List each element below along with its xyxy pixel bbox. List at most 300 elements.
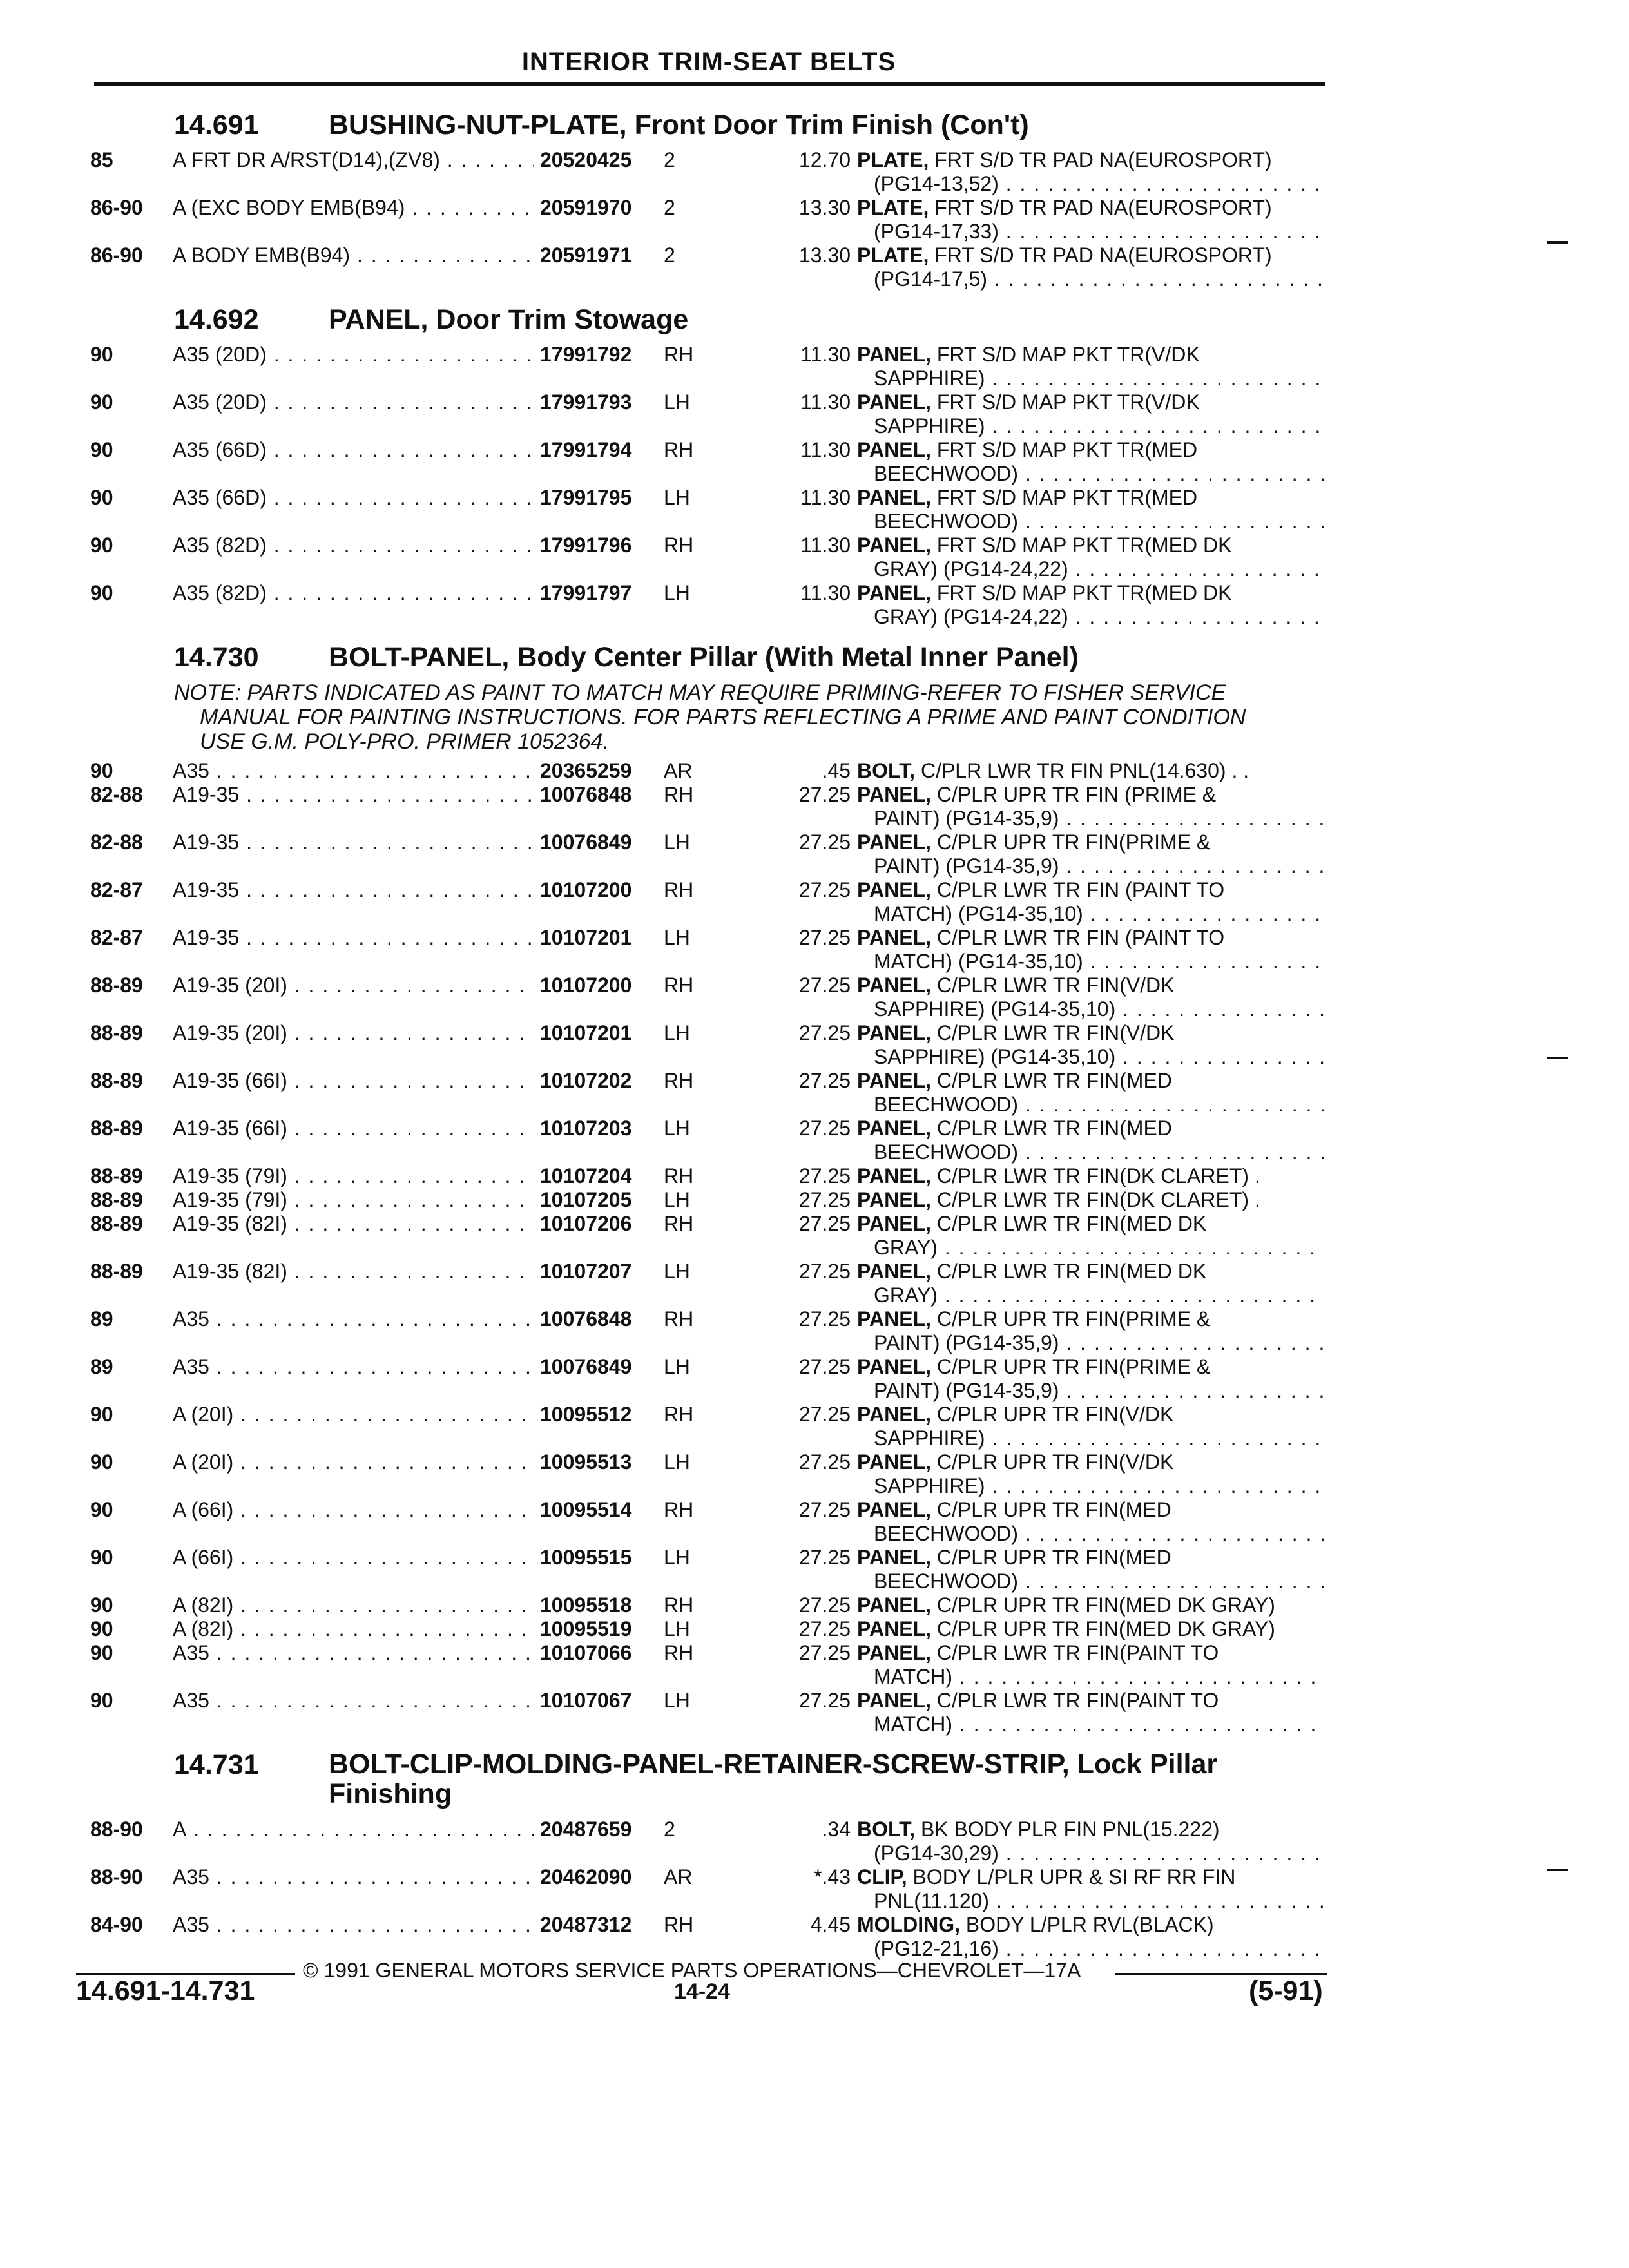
price: 27.25 (798, 1546, 851, 1569)
model-years: 84-90 (90, 1913, 143, 1936)
model-years: 82-87 (90, 926, 143, 949)
section-heading (90, 1745, 1327, 1815)
description-detail: FRT S/D MAP PKT TR(V/DK (930, 343, 1200, 366)
model-years: 86-90 (90, 196, 143, 219)
price: 27.25 (798, 1212, 851, 1235)
part-row (90, 1260, 1327, 1307)
price: 11.30 (800, 581, 851, 604)
description-noun: PLATE, (857, 244, 929, 267)
model-years: 82-87 (90, 878, 143, 901)
description-noun: PANEL, (857, 831, 931, 854)
part-number: 17991792 (535, 343, 631, 367)
application: A35 (66D) . . . (173, 438, 534, 462)
application: A (82I) . . . (173, 1593, 534, 1617)
footer-copyright: © 1991 GENERAL MOTORS SERVICE PARTS OPERATIONS—CHEVROLET—17A (303, 1959, 1081, 1982)
part-number: 10107205 (535, 1188, 631, 1212)
description-detail: C/PLR LWR TR FIN (PAINT TO (930, 878, 1225, 901)
price: 27.25 (798, 783, 851, 806)
model-years: 89 (90, 1355, 113, 1378)
description-noun: PANEL, (857, 1689, 931, 1712)
price: 27.25 (798, 1117, 851, 1140)
price: 27.25 (798, 1689, 851, 1712)
application: A19-35 (66I) . . . (173, 1069, 534, 1093)
quantity: RH (664, 1164, 694, 1187)
price: 11.30 (800, 343, 851, 366)
quantity: RH (664, 533, 694, 557)
model-years: 88-89 (90, 1212, 143, 1235)
description-continued: SAPPHIRE) . . . (874, 367, 1325, 390)
quantity: LH (664, 1617, 690, 1640)
part-number: 10107204 (535, 1164, 631, 1188)
part-row (90, 148, 1327, 196)
quantity: RH (664, 878, 694, 901)
quantity: RH (664, 1069, 694, 1092)
description (857, 581, 1327, 605)
description-detail: C/PLR LWR TR FIN(DK CLARET) . (930, 1188, 1260, 1211)
description-detail: FRT S/D MAP PKT TR(MED (930, 486, 1198, 509)
description-noun: BOLT, (857, 1818, 916, 1841)
description-detail: C/PLR LWR TR FIN(MED DK (930, 1212, 1207, 1235)
description-detail: C/PLR UPR TR FIN(V/DK (930, 1450, 1174, 1474)
description (857, 343, 1327, 367)
application: A19-35 (20I) . . . (173, 1021, 534, 1045)
description-continued: BEECHWOOD) . . . (874, 510, 1325, 533)
price: 12.70 (798, 148, 851, 171)
part-row (90, 1913, 1327, 1961)
application: A19-35 (82I) . . . (173, 1212, 534, 1236)
model-years: 82-88 (90, 831, 143, 854)
price: 27.25 (798, 878, 851, 901)
description-detail: FRT S/D MAP PKT TR(MED DK (930, 533, 1232, 557)
description (857, 1818, 1327, 1841)
description-detail: FRT S/D MAP PKT TR(MED (930, 438, 1198, 461)
quantity: 2 (664, 196, 675, 219)
application: A35 . . . (173, 1641, 534, 1665)
section-number: 14.731 (174, 1749, 259, 1780)
description (857, 438, 1327, 462)
description-detail: FRT S/D TR PAD NA(EUROSPORT) (929, 148, 1272, 171)
quantity: RH (664, 974, 694, 997)
price: 11.30 (800, 390, 851, 414)
description-detail: C/PLR LWR TR FIN(MED DK (930, 1260, 1207, 1283)
part-row (90, 343, 1327, 390)
part-number: 10095518 (535, 1593, 631, 1617)
model-years: 90 (90, 1689, 113, 1712)
part-row (90, 974, 1327, 1021)
description-continued: GRAY) . . . (874, 1283, 1325, 1307)
description-noun: PANEL, (857, 926, 931, 949)
description-noun: PANEL, (857, 1641, 931, 1664)
part-row (90, 1498, 1327, 1546)
part-number: 10107201 (535, 926, 631, 950)
description-detail: FRT S/D TR PAD NA(EUROSPORT) (929, 244, 1272, 267)
part-number: 10095519 (535, 1617, 631, 1641)
part-number: 10107207 (535, 1260, 631, 1283)
description-continued: BEECHWOOD) . . . (874, 462, 1325, 486)
part-number: 17991795 (535, 486, 631, 510)
description-continued: BEECHWOOD) . . . (874, 1093, 1325, 1117)
part-number: 10076848 (535, 783, 631, 807)
quantity: AR (664, 1865, 693, 1888)
quantity: 2 (664, 148, 675, 171)
model-years: 90 (90, 438, 113, 461)
part-number: 10076849 (535, 1355, 631, 1379)
application: A35 . . . (173, 759, 534, 783)
description (857, 1403, 1327, 1427)
price: 27.25 (798, 1021, 851, 1044)
section-heading (90, 300, 1327, 340)
description (857, 1865, 1327, 1889)
model-years: 89 (90, 1307, 113, 1331)
description-continued: PAINT) (PG14-35,9) . . . (874, 1331, 1325, 1355)
margin-mark (1547, 1869, 1568, 1871)
description-noun: MOLDING, (857, 1913, 960, 1936)
description-noun: PANEL, (857, 533, 931, 557)
price: *.43 (814, 1865, 851, 1888)
description-continued: BEECHWOOD) . . . (874, 1570, 1325, 1593)
description-noun: PANEL, (857, 1355, 931, 1378)
application: A19-35 . . . (173, 783, 534, 807)
description-detail: C/PLR UPR TR FIN(V/DK (930, 1403, 1174, 1426)
description-noun: PANEL, (857, 1450, 931, 1474)
description-detail: C/PLR UPR TR FIN (PRIME & (930, 783, 1217, 806)
description-noun: BOLT, (857, 759, 916, 782)
description-detail: C/PLR UPR TR FIN(MED (930, 1546, 1171, 1569)
model-years: 90 (90, 343, 113, 366)
part-row (90, 1593, 1327, 1617)
price: 27.25 (798, 1641, 851, 1664)
price: 27.25 (798, 1260, 851, 1283)
part-row (90, 1212, 1327, 1260)
price: 13.30 (798, 244, 851, 267)
part-number: 20462090 (535, 1865, 631, 1889)
price: .45 (822, 759, 851, 782)
application: A35 (20D) . . . (173, 390, 534, 414)
description (857, 1212, 1327, 1236)
description-noun: PANEL, (857, 581, 931, 604)
application: A (EXC BODY EMB(B94) . . . (173, 196, 534, 220)
price: 13.30 (798, 196, 851, 219)
part-number: 10107066 (535, 1641, 631, 1665)
quantity: LH (664, 1117, 690, 1140)
application: A35 (82D) . . . (173, 533, 534, 557)
description-continued: SAPPHIRE) . . . (874, 1427, 1325, 1450)
description (857, 1164, 1327, 1188)
description-detail: BODY L/PLR RVL(BLACK) (959, 1913, 1214, 1936)
description-noun: PANEL, (857, 1164, 931, 1187)
description-continued: SAPPHIRE) . . . (874, 1474, 1325, 1498)
description-continued: MATCH) . . . (874, 1713, 1325, 1736)
description-continued: MATCH) . . . (874, 1665, 1325, 1689)
footer-page-number: 14-24 (674, 1979, 730, 2004)
description-noun: PANEL, (857, 1188, 931, 1211)
description-detail: C/PLR LWR TR FIN(MED (930, 1117, 1172, 1140)
price: 27.25 (798, 1188, 851, 1211)
quantity: LH (664, 1450, 690, 1474)
application: A (82I) . . . (173, 1617, 534, 1641)
description-detail: BK BODY PLR FIN PNL(15.222) (915, 1818, 1220, 1841)
description-continued: (PG14-17,33) . . . (874, 220, 1325, 244)
description-detail: C/PLR LWR TR FIN(V/DK (930, 1021, 1175, 1044)
quantity: RH (664, 343, 694, 366)
description (857, 486, 1327, 510)
description-continued: (PG14-13,52) . . . (874, 172, 1325, 196)
model-years: 90 (90, 390, 113, 414)
model-years: 85 (90, 148, 113, 171)
price: 27.25 (798, 1498, 851, 1521)
part-number: 10076848 (535, 1307, 631, 1331)
application: A35 (82D) . . . (173, 581, 534, 605)
price: 27.25 (798, 1403, 851, 1426)
application: A19-35 . . . (173, 878, 534, 902)
part-row (90, 926, 1327, 974)
footer-section-range: 14.691-14.731 (76, 1975, 255, 2006)
description-detail: C/PLR LWR TR FIN(V/DK (930, 974, 1175, 997)
description-noun: PANEL, (857, 1069, 931, 1092)
part-number: 20591971 (535, 244, 631, 267)
model-years: 86-90 (90, 244, 143, 267)
model-years: 88-89 (90, 1021, 143, 1044)
description (857, 783, 1327, 807)
quantity: RH (664, 1403, 694, 1426)
description-detail: C/PLR UPR TR FIN(MED DK GRAY) (930, 1593, 1275, 1617)
description-noun: PANEL, (857, 1117, 931, 1140)
description-detail: C/PLR LWR TR FIN (PAINT TO (930, 926, 1225, 949)
section-title: BOLT-PANEL, Body Center Pillar (With Metal Inner Panel) (329, 642, 1079, 673)
description-continued: GRAY) (PG14-24,22) . . . (874, 557, 1325, 581)
description-noun: PLATE, (857, 148, 929, 171)
part-row (90, 878, 1327, 926)
description (857, 1188, 1327, 1212)
description (857, 196, 1327, 220)
model-years: 88-89 (90, 1069, 143, 1092)
part-number: 17991793 (535, 390, 631, 414)
model-years: 88-89 (90, 1260, 143, 1283)
description (857, 1913, 1327, 1937)
quantity: 2 (664, 244, 675, 267)
quantity: LH (664, 926, 690, 949)
model-years: 88-89 (90, 1117, 143, 1140)
quantity: LH (664, 1546, 690, 1569)
description-noun: PANEL, (857, 1021, 931, 1044)
description (857, 759, 1327, 783)
part-number: 20487312 (535, 1913, 631, 1937)
model-years: 90 (90, 1641, 113, 1664)
description (857, 533, 1327, 557)
description-detail: C/PLR UPR TR FIN(MED DK GRAY) (930, 1617, 1275, 1640)
part-number: 10107203 (535, 1117, 631, 1140)
description (857, 1117, 1327, 1140)
quantity: RH (664, 1641, 694, 1664)
part-row (90, 1307, 1327, 1355)
price: 27.25 (798, 974, 851, 997)
application: A19-35 (20I) . . . (173, 974, 534, 997)
part-row (90, 1021, 1327, 1069)
model-years: 88-89 (90, 1164, 143, 1187)
section-note (90, 680, 1327, 754)
description-detail: C/PLR UPR TR FIN(PRIME & (930, 1307, 1211, 1331)
description-detail: C/PLR LWR TR FIN(DK CLARET) . (930, 1164, 1260, 1187)
part-row (90, 438, 1327, 486)
description (857, 926, 1327, 950)
description (857, 1641, 1327, 1665)
quantity: LH (664, 486, 690, 509)
quantity: RH (664, 1498, 694, 1521)
quantity: LH (664, 1689, 690, 1712)
part-number: 17991796 (535, 533, 631, 557)
description-noun: PANEL, (857, 343, 931, 366)
description-continued: PAINT) (PG14-35,9) . . . (874, 1379, 1325, 1403)
part-number: 10095514 (535, 1498, 631, 1522)
model-years: 90 (90, 1403, 113, 1426)
footer-revision-date: (5-91) (1249, 1975, 1323, 2006)
part-number: 10095515 (535, 1546, 631, 1570)
application: A (66I) . . . (173, 1546, 534, 1570)
part-number: 20520425 (535, 148, 631, 172)
part-row (90, 581, 1327, 629)
description-continued: SAPPHIRE) (PG14-35,10) . . . (874, 997, 1325, 1021)
quantity: LH (664, 831, 690, 854)
description-detail: C/PLR UPR TR FIN(MED (930, 1498, 1171, 1521)
description (857, 1355, 1327, 1379)
section-title: BUSHING-NUT-PLATE, Front Door Trim Finish (Con't) (329, 110, 1029, 140)
part-number: 10107200 (535, 974, 631, 997)
application: A19-35 . . . (173, 831, 534, 854)
description (857, 1450, 1327, 1474)
part-number: 10107067 (535, 1689, 631, 1713)
quantity: LH (664, 1021, 690, 1044)
description-detail: FRT S/D TR PAD NA(EUROSPORT) (929, 196, 1272, 219)
part-number: 20487659 (535, 1818, 631, 1841)
description-noun: PANEL, (857, 1260, 931, 1283)
application: A35 . . . (173, 1689, 534, 1713)
description (857, 148, 1327, 172)
part-row (90, 1355, 1327, 1403)
part-number: 20365259 (535, 759, 631, 783)
description (857, 1069, 1327, 1093)
quantity: RH (664, 1913, 694, 1936)
application: A19-35 . . . (173, 926, 534, 950)
description-detail: FRT S/D MAP PKT TR(V/DK (930, 390, 1200, 414)
price: 27.25 (798, 831, 851, 854)
section-title: PANEL, Door Trim Stowage (329, 304, 689, 335)
description-noun: PANEL, (857, 1212, 931, 1235)
margin-mark (1547, 1057, 1568, 1059)
description-noun: PANEL, (857, 486, 931, 509)
application: A35 . . . (173, 1307, 534, 1331)
description-continued: MATCH) (PG14-35,10) . . . (874, 950, 1325, 974)
quantity: LH (664, 1260, 690, 1283)
description (857, 878, 1327, 902)
application: A BODY EMB(B94) . . . (173, 244, 534, 267)
part-number: 10076849 (535, 831, 631, 854)
section-number: 14.692 (174, 304, 259, 335)
model-years: 90 (90, 1450, 113, 1474)
description-detail: C/PLR LWR TR FIN(MED (930, 1069, 1172, 1092)
section-title: BOLT-CLIP-MOLDING-PANEL-RETAINER-SCREW-STRIP, Lock Pillar Finishing (329, 1749, 1218, 1809)
section-number: 14.691 (174, 110, 259, 140)
description-noun: PANEL, (857, 1498, 931, 1521)
quantity: RH (664, 438, 694, 461)
application: A (20I) . . . (173, 1403, 534, 1427)
application: A19-35 (66I) . . . (173, 1117, 534, 1140)
quantity: LH (664, 1355, 690, 1378)
price: 27.25 (798, 1355, 851, 1378)
model-years: 82-88 (90, 783, 143, 806)
part-number: 10107202 (535, 1069, 631, 1093)
description (857, 390, 1327, 414)
description-continued: BEECHWOOD) . . . (874, 1522, 1325, 1546)
part-row (90, 486, 1327, 533)
description-detail: C/PLR LWR TR FIN(PAINT TO (930, 1641, 1219, 1664)
quantity: LH (664, 581, 690, 604)
part-row (90, 1069, 1327, 1117)
description (857, 244, 1327, 267)
part-row (90, 783, 1327, 831)
application: A . . . (173, 1818, 534, 1841)
quantity: RH (664, 783, 694, 806)
description-noun: PANEL, (857, 1307, 931, 1331)
description-noun: PANEL, (857, 974, 931, 997)
description-noun: PLATE, (857, 196, 929, 219)
description-continued: (PG12-21,16) . . . (874, 1937, 1325, 1961)
quantity: RH (664, 1212, 694, 1235)
description-continued: GRAY) . . . (874, 1236, 1325, 1260)
description-continued: SAPPHIRE) (PG14-35,10) . . . (874, 1045, 1325, 1069)
description-detail: C/PLR LWR TR FIN(PAINT TO (930, 1689, 1219, 1712)
price: 27.25 (798, 1617, 851, 1640)
description-noun: PANEL, (857, 438, 931, 461)
model-years: 88-90 (90, 1818, 143, 1841)
part-number: 20591970 (535, 196, 631, 220)
application: A35 . . . (173, 1865, 534, 1889)
model-years: 90 (90, 759, 113, 782)
part-row (90, 1818, 1327, 1865)
price: 4.45 (810, 1913, 851, 1936)
application: A35 (20D) . . . (173, 343, 534, 367)
part-row (90, 1188, 1327, 1212)
header-rule (94, 82, 1325, 86)
part-number: 10095513 (535, 1450, 631, 1474)
description-continued: PNL(11.120) . . . (874, 1889, 1325, 1913)
description-detail: C/PLR UPR TR FIN(PRIME & (930, 831, 1211, 854)
application: A FRT DR A/RST(D14),(ZV8) . . . (173, 148, 534, 172)
description (857, 1593, 1327, 1617)
description-noun: PANEL, (857, 783, 931, 806)
description (857, 831, 1327, 854)
application: A35 . . . (173, 1355, 534, 1379)
application: A19-35 (79I) . . . (173, 1188, 534, 1212)
application: A35 (66D) . . . (173, 486, 534, 510)
application: A19-35 (82I) . . . (173, 1260, 534, 1283)
description-detail: C/PLR LWR TR FIN PNL(14.630) . . (915, 759, 1249, 782)
part-row (90, 1617, 1327, 1641)
part-row (90, 533, 1327, 581)
parts-listing (90, 97, 1327, 1961)
price: .34 (822, 1818, 851, 1841)
application: A35 . . . (173, 1913, 534, 1937)
description-continued: SAPPHIRE) . . . (874, 414, 1325, 438)
description (857, 1260, 1327, 1283)
price: 11.30 (800, 486, 851, 509)
price: 27.25 (798, 1164, 851, 1187)
application: A (66I) . . . (173, 1498, 534, 1522)
section-number: 14.730 (174, 642, 259, 673)
description (857, 1689, 1327, 1713)
description (857, 1498, 1327, 1522)
quantity: AR (664, 759, 693, 782)
description-detail: FRT S/D MAP PKT TR(MED DK (930, 581, 1232, 604)
